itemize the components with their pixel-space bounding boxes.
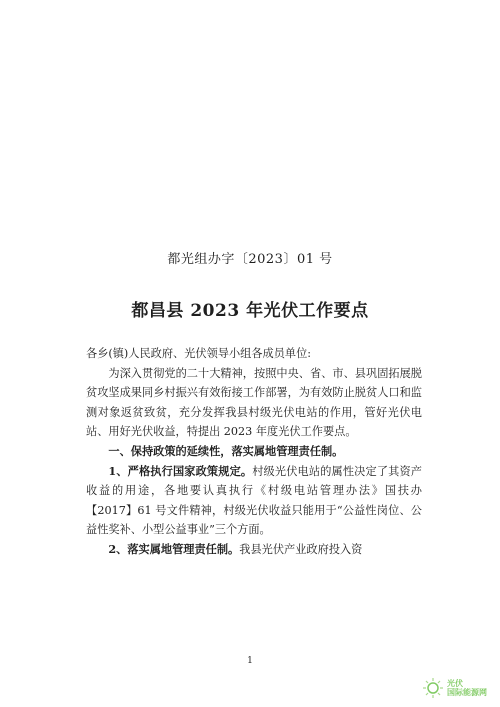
item-text-1: 村级光伏电站的属性决定了其资产收益的用途，各地要认真执行《村级电站管理办法》国扶办【2017】61 号文件精神，村级光伏收益只能用于“公益性岗位、公益性奖补、小型公益事业”三个方面。 — [86, 464, 422, 537]
sun-icon — [422, 677, 444, 699]
watermark-logo — [422, 675, 492, 701]
document-title: 都昌县 2023 年光伏工作要点 — [131, 301, 369, 321]
document-number: 都光组办字〔2023〕01 号 — [167, 252, 333, 267]
intro-paragraph: 为深入贯彻党的二十大精神，按照中央、省、市、县巩固拓展脱贫攻坚成果同乡村振兴有效衔接工作部署，为有效防止脱贫人口和监测对象返贫致贫，充分发挥我县村级光伏电站的作用，管好光伏电站、用好光伏收益，特提出 2023 年度光伏工作要点。 — [86, 366, 422, 439]
document-body — [86, 344, 422, 560]
salutation: 各乡(镇)人民政府、光伏领导小组各成员单位: — [86, 347, 312, 360]
watermark-text — [447, 679, 487, 697]
item-lead-1: 1、严格执行国家政策规定。 — [108, 463, 253, 478]
watermark-line-1: 光伏 — [447, 679, 463, 688]
item-paragraph-2 — [86, 540, 422, 560]
watermark-line-2: 国际能源网 — [447, 688, 487, 697]
item-lead-2: 2、落实属地管理责任制。 — [108, 541, 240, 556]
item-paragraph-1 — [86, 462, 422, 540]
item-text-2: 我县光伏产业政府投入资 — [239, 542, 363, 556]
section-heading-1: 一、保持政策的延续性，落实属地管理责任制。 — [108, 443, 344, 458]
page-number: 1 — [247, 656, 253, 666]
